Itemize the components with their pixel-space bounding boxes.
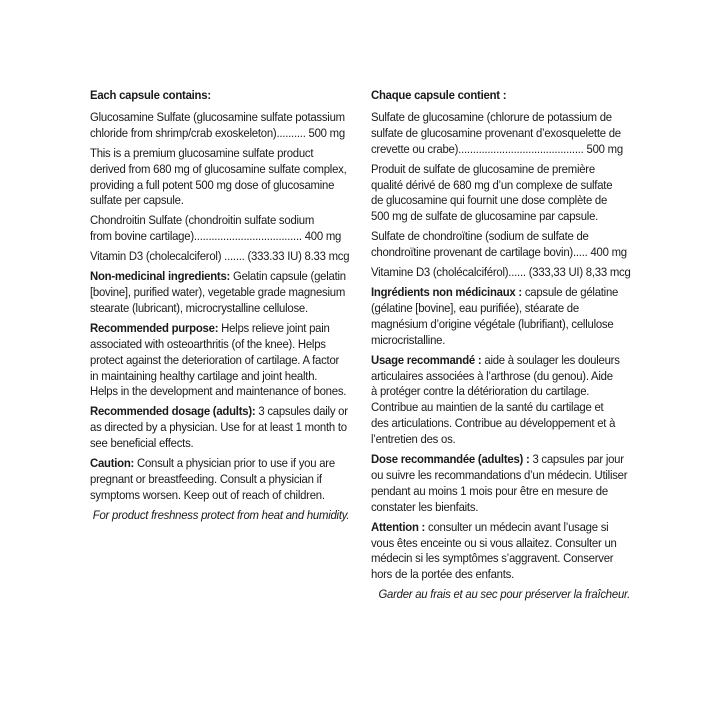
fr-chondroitin-line1: Sulfate de chondroïtine (sodium de sulfate de: [371, 229, 589, 244]
fr-caution-line4: hors de la portée des enfants.: [371, 567, 515, 582]
en-glucosamine-line2: chloride from shrimp/crab exoskeleton).......... 500 mg: [90, 125, 345, 140]
fr-non-medicinal-line3: magnésium d’origine végétale (lubrifiant), cellulose: [371, 316, 614, 331]
en-non-medicinal-label: Non-medicinal ingredients:: [90, 269, 231, 284]
en-premium-line2: derived from 680 mg of glucosamine sulfate complex,: [90, 161, 347, 176]
en-purpose-line4: in maintaining healthy cartilage and joint health.: [90, 368, 318, 383]
en-dosage-line3: see beneficial effects.: [90, 436, 194, 451]
en-purpose-line2: associated with osteoarthritis (of the knee). Helps: [90, 336, 326, 351]
fr-non-medicinal-line4: microcristalline.: [371, 332, 446, 347]
en-glucosamine-entry: [90, 110, 352, 142]
fr-caution-text1: consulter un médecin avant l’usage si: [425, 519, 609, 534]
en-non-medicinal-text1: Gelatin capsule (gelatin: [230, 269, 346, 284]
fr-purpose-line5: des articulations. Contribue au développement et à: [371, 416, 616, 431]
en-purpose-line5: Helps in the development and maintenance of bones.: [90, 384, 347, 399]
fr-recommended-purpose: [371, 353, 641, 448]
en-premium-line4: sulfate per capsule.: [90, 193, 184, 208]
en-caution-label: Caution:: [90, 456, 135, 471]
en-recommended-dosage: [90, 404, 352, 452]
fr-purpose-line3: à protéger contre la détérioration du cartilage.: [371, 384, 590, 399]
fr-glucosamine-line3: crevette ou crabe)........................................... 500 mg: [371, 141, 623, 156]
fr-caution-line2: vous êtes enceinte ou si vous allaitez. Consulter un: [371, 535, 617, 550]
fr-caution: [371, 520, 641, 584]
en-heading: Each capsule contains:: [90, 88, 211, 102]
fr-dosage-text1: 3 capsules par jour: [529, 452, 624, 467]
en-caution-line3: symptoms worsen. Keep out of reach of children.: [90, 487, 325, 502]
fr-purpose-line2: articulaires associées à l’arthrose (du genou). Aide: [371, 368, 613, 383]
fr-purpose-line6: l’entretien des os.: [371, 432, 456, 447]
fr-caution-label: Attention :: [371, 519, 426, 534]
fr-purpose-text1: aide à soulager les douleurs: [481, 352, 620, 367]
en-dosage-line2: as directed by a physician. Use for at least 1 month to: [90, 420, 347, 435]
fr-non-medicinal-ingredients: [371, 285, 641, 349]
fr-glucosamine-entry: [371, 110, 641, 158]
en-non-medicinal-line2: [bovine], purified water), vegetable grade magnesium: [90, 284, 346, 299]
en-chondroitin-line1: Chondroitin Sulfate (chondroitin sulfate sodium: [90, 213, 315, 228]
en-premium-line1: This is a premium glucosamine sulfate product: [90, 145, 314, 160]
en-dosage-text1: 3 capsules daily or: [255, 404, 348, 419]
en-premium-line3: providing a full potent 500 mg dose of glucosamine: [90, 177, 335, 192]
en-recommended-purpose: [90, 321, 352, 401]
en-purpose-text1: Helps relieve joint pain: [218, 320, 330, 335]
english-column: [90, 88, 352, 524]
fr-dosage-label: Dose recommandée (adultes) :: [371, 452, 530, 467]
fr-premium-line3: de glucosamine qui fournit une dose complète de: [371, 193, 608, 208]
fr-chondroitin-line2: chondroïtine provenant de cartilage bovin)..... 400 mg: [371, 245, 627, 260]
fr-freshness-note: Garder au frais et au sec pour préserver la fraîcheur.: [378, 587, 631, 602]
fr-dosage-line4: constater les bienfaits.: [371, 499, 479, 514]
en-caution: [90, 456, 352, 504]
en-freshness-note: For product freshness protect from heat and humidity.: [92, 507, 350, 522]
fr-vitamin-d3-entry: Vitamine D3 (cholécalciférol)...... (333,33 UI) 8,33 mcg: [371, 265, 631, 280]
en-purpose-label: Recommended purpose:: [90, 320, 219, 335]
fr-non-medicinal-text1: capsule de gélatine: [521, 284, 619, 299]
en-caution-text1: Consult a physician prior to use if you are: [134, 456, 335, 471]
en-chondroitin-line2: from bovine cartilage)..................................... 400 mg: [90, 229, 342, 244]
fr-dosage-line2: ou suivre les recommandations d’un médecin. Utiliser: [371, 467, 628, 482]
fr-premium-description: [371, 162, 641, 226]
fr-glucosamine-line2: sulfate de glucosamine provenant d’exosquelette de: [371, 125, 621, 140]
en-premium-description: [90, 146, 352, 210]
fr-purpose-line4: Contribue au maintien de la santé du cartilage et: [371, 400, 604, 415]
en-dosage-label: Recommended dosage (adults):: [90, 404, 256, 419]
en-vitamin-d3-entry: Vitamin D3 (cholecalciferol) ....... (333.33 IU) 8.33 mcg: [90, 249, 350, 264]
fr-non-medicinal-label: Ingrédients non médicinaux :: [371, 284, 522, 299]
fr-recommended-dosage: [371, 452, 641, 516]
fr-non-medicinal-line2: (gélatine [bovine], eau purifiée), stéarate de: [371, 300, 579, 315]
en-non-medicinal-line3: stearate (lubricant), microcrystalline cellulose.: [90, 300, 308, 315]
fr-heading: Chaque capsule contient :: [371, 88, 507, 102]
fr-caution-line3: médecin si les symptômes s’aggravent. Conserver: [371, 551, 614, 566]
fr-glucosamine-line1: Sulfate de glucosamine (chlorure de potassium de: [371, 109, 612, 124]
fr-premium-line4: 500 mg de sulfate de glucosamine par capsule.: [371, 209, 599, 224]
fr-purpose-label: Usage recommandé :: [371, 352, 482, 367]
fr-chondroitin-entry: [371, 229, 641, 261]
fr-dosage-line3: pendant au moins 1 mois pour être en mesure de: [371, 483, 608, 498]
en-purpose-line3: protect against the deterioration of cartilage. A factor: [90, 352, 340, 367]
fr-premium-line2: qualité dérivé de 680 mg d’un complexe de sulfate: [371, 177, 613, 192]
en-non-medicinal-ingredients: [90, 269, 352, 317]
french-column: [371, 88, 641, 603]
en-chondroitin-entry: [90, 213, 352, 245]
en-caution-line2: pregnant or breastfeeding. Consult a physician if: [90, 471, 322, 486]
fr-premium-line1: Produit de sulfate de glucosamine de première: [371, 161, 595, 176]
en-glucosamine-line1: Glucosamine Sulfate (glucosamine sulfate potassium: [90, 109, 345, 124]
